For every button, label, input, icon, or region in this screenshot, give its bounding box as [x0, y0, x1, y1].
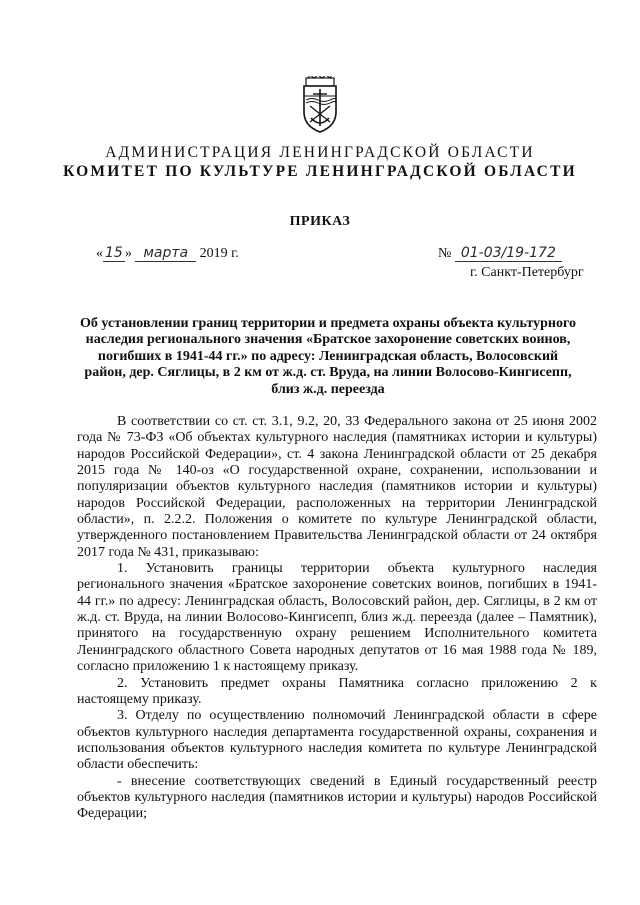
date-year: 2019 г. [199, 246, 239, 261]
organization-line-2: КОМИТЕТ ПО КУЛЬТУРЕ ЛЕНИНГРАДСКОЙ ОБЛАСТИ [63, 163, 577, 180]
number-prefix: № [438, 246, 452, 261]
document-type-title: ПРИКАЗ [289, 214, 351, 229]
document-number [438, 245, 562, 262]
date-month-handwritten: марта [135, 245, 196, 262]
date-day-handwritten: 15 [105, 245, 123, 261]
organization-line-1: АДМИНИСТРАЦИЯ ЛЕНИНГРАДСКОЙ ОБЛАСТИ [105, 144, 535, 161]
number-handwritten: 01-03/19-172 [455, 245, 562, 262]
document-heading: Об установлении границ территории и предмета охраны объекта культурного наследия регионального значения «Братское захоронение советских воинов, погибших в 1941-44 гг.» по адресу: Ленинградская область, Волосовский район, дер. Сяглицы, в 2 км от ж.д. ст. Вруда, на линии Волосово-Кингисепп, близ ж.д. переезда [80, 316, 576, 397]
date-close-quote: » [124, 246, 132, 261]
paragraph-item-3: 3. Отделу по осуществлению полномочий Ленинградской области в сфере объектов культурного наследия департамента государственной охраны, сохранения и использования объектов культурного наследия комитета по культуре Ленинградской области обеспечить: [77, 708, 597, 773]
coat-of-arms-emblem [296, 76, 344, 134]
paragraph-subitem: - внесение соответствующих сведений в Единый государственный реестр объектов культурного наследия (памятников истории и культуры) народов Российской Федерации; [77, 773, 597, 822]
document-city: г. Санкт-Петербург [470, 265, 584, 280]
document-body [77, 414, 597, 823]
paragraph-item-2: 2. Установить предмет охраны Памятника согласно приложению 2 к настоящему приказу. [77, 675, 597, 707]
paragraph-preamble: В соответствии со ст. ст. 3.1, 9.2, 20, 33 Федерального закона от 25 июня 2002 года № 73-ФЗ «Об объектах культурного наследия (памятниках истории и культуры) народов Российской Федерации», ст. 4 закона Ленинградской области от 25 декабря 2015 года № 140-оз «О государственной охране, сохранении, использовании и популяризации объектов культурного наследия (памятников истории и культуры) народов Российской Федерации, расположенных на территории Ленинградской области», п. 2.2.2. Положения о комитете по культуре Ленинградской области, утвержденного постановлением Правительства Ленинградской области от 24 октября 2017 года № 431, приказываю: [77, 414, 597, 560]
document-date [96, 245, 239, 262]
paragraph-item-1: 1. Установить границы территории объекта культурного наследия регионального значения «Братское захоронение советских воинов, погибших в 1941-44 гг.» по адресу: Ленинградская область, Волосовский район, дер. Сяглицы, в 2 км от ж.д. ст. Вруда, на линии Волосово-Кингисепп, близ ж.д. переезда (далее – Памятник), принятого на государственную охрану решением Исполнительного комитета Ленинградского областного Совета народных депутатов от 16 мая 1988 года № 189, согласно приложению 1 к настоящему приказу. [77, 561, 597, 675]
date-open-quote: « [96, 246, 103, 261]
